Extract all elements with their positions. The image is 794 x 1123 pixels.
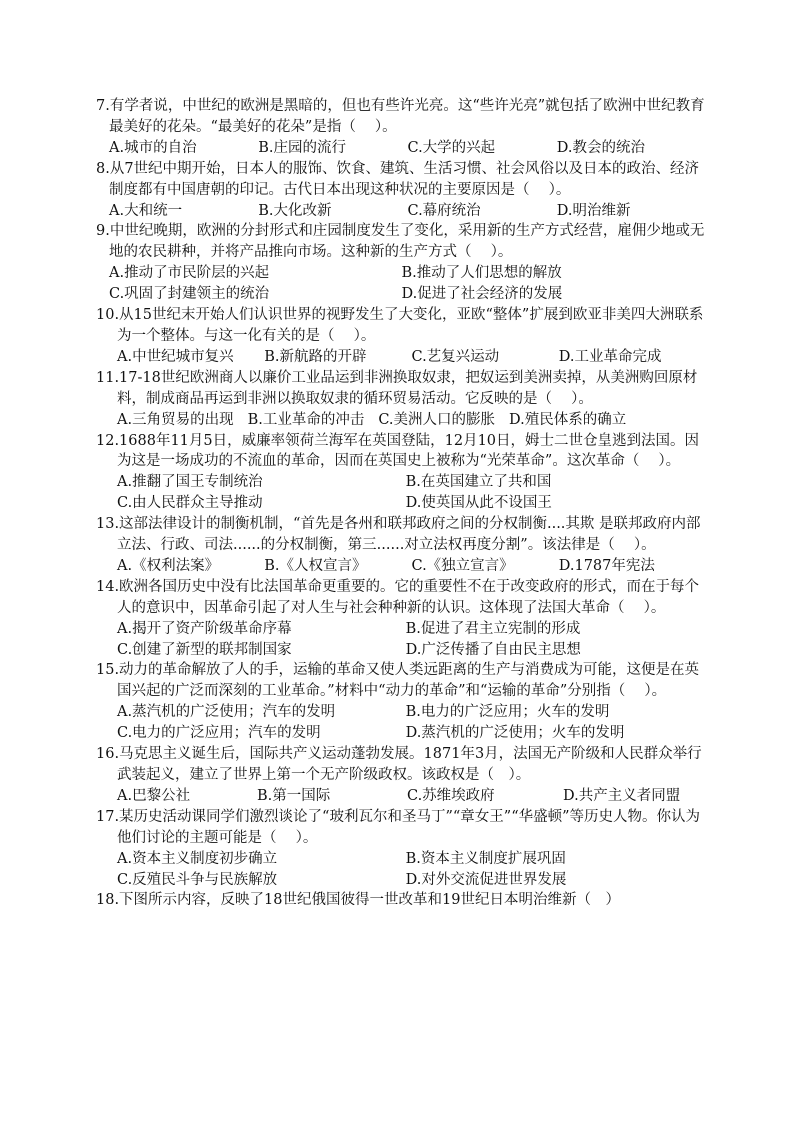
options xyxy=(96,347,706,368)
question-18 xyxy=(96,890,706,911)
question-stem: 8.从7世纪中期开始，日本人的服饰、饮食、建筑、生活习惯、社会风俗以及日本的政治、经济制度都有中国唐朝的印记。古代日本出现这种状况的主要原因是（ ）。 xyxy=(96,160,700,198)
option-a: A.中世纪城市复兴 xyxy=(117,348,234,365)
option-a: A.巴黎公社 xyxy=(117,787,191,804)
question-12 xyxy=(96,431,706,515)
option-d: D.教会的统治 xyxy=(556,139,645,156)
option-c: C.电力的广泛应用；汽车的发明 xyxy=(117,725,321,742)
options xyxy=(96,284,706,305)
option-a: A.《权利法案》 xyxy=(117,557,220,574)
option-b: B.新航路的开辟 xyxy=(264,348,367,365)
option-b: B.第一国际 xyxy=(257,787,331,804)
options xyxy=(96,556,706,577)
question-stem: 11.17-18世纪欧洲商人以廉价工业品运到非洲换取奴隶，把奴运到美洲卖掉，从美洲购回原材料，制成商品再运到非洲以换取奴隶的循环贸易活动。它反映的是（ ）。 xyxy=(96,369,698,407)
option-d: D.共产主义者同盟 xyxy=(563,787,681,804)
option-a: A.资本主义制度初步确立 xyxy=(117,850,278,867)
option-d: D.殖民体系的确立 xyxy=(509,411,627,428)
exam-page xyxy=(96,96,706,911)
question-17 xyxy=(96,807,706,891)
question-16 xyxy=(96,744,706,807)
option-a: A.推动了市民阶层的兴起 xyxy=(109,265,270,282)
option-c: C.创建了新型的联邦制国家 xyxy=(117,641,292,658)
question-15 xyxy=(96,660,706,744)
options xyxy=(96,786,706,807)
question-stem: 18.下图所示内容，反映了18世纪俄国彼得一世改革和19世纪日本明治维新（ ） xyxy=(96,892,620,909)
option-c: C.幕府统治 xyxy=(407,202,481,219)
question-10 xyxy=(96,305,706,368)
option-a: A.揭开了资产阶级革命序幕 xyxy=(117,620,292,637)
option-c: C.巩固了封建领主的统治 xyxy=(109,286,270,303)
question-9 xyxy=(96,221,706,305)
option-c: C.苏维埃政府 xyxy=(407,787,495,804)
option-b: B.《人权宣言》 xyxy=(264,557,367,574)
option-d: D.促进了社会经济的发展 xyxy=(401,286,563,303)
question-stem: 10.从15世纪末开始人们认识世界的视野发生了大变化，亚欧“整体”扩展到欧亚非美四大洲联系为一个整体。与这一化有关的是（ ）。 xyxy=(96,307,704,344)
question-11 xyxy=(96,368,706,431)
option-c: C.大学的兴起 xyxy=(407,139,496,156)
option-c: C.《独立宣言》 xyxy=(411,557,514,574)
options xyxy=(96,410,706,431)
option-b: B.资本主义制度扩展巩固 xyxy=(405,850,566,867)
question-stem: 17.某历史活动课同学们激烈谈论了“玻利瓦尔和圣马丁”“章女王”“华盛顿”等历史人物。你认为他们讨论的主题可能是（ ）。 xyxy=(96,808,701,846)
options xyxy=(96,870,706,891)
option-b: B.促进了君主立宪制的形成 xyxy=(405,620,581,637)
options xyxy=(96,138,706,159)
option-d: D.广泛传播了自由民主思想 xyxy=(405,641,581,658)
question-14 xyxy=(96,577,706,661)
option-c: C.由人民群众主导推动 xyxy=(117,495,263,512)
option-d: D.使英国从此不设国王 xyxy=(405,495,552,512)
option-c: C.美洲人口的膨胀 xyxy=(378,411,496,428)
question-stem: 14.欧洲各国历史中没有比法国革命更重要的。它的重要性不在于改变政府的形式，而在于每个人的意识中，因革命引起了对人生与社会种种新的认识。这体现了法国大革命（ ）。 xyxy=(96,578,700,616)
question-8 xyxy=(96,159,706,222)
option-c: C.艺复兴运动 xyxy=(411,348,500,365)
options xyxy=(96,493,706,514)
question-stem: 16.马克思主义诞生后，国际共产义运动蓬勃发展。1871年3月，法国无产阶级和人民群众举行武装起义，建立了世界上第一个无产阶级政权。该政权是（ ）。 xyxy=(96,746,702,783)
option-a: A.蒸汽机的广泛使用；汽车的发明 xyxy=(117,704,336,721)
option-d: D.工业革命完成 xyxy=(558,348,662,365)
option-a: A.三角贸易的出现 xyxy=(117,411,234,428)
question-13 xyxy=(96,514,706,577)
option-d: D.对外交流促进世界发展 xyxy=(405,871,567,888)
question-stem: 9.中世纪晚期，欧洲的分封形式和庄园制度发生了变化，采用新的生产方式经营，雇佣少地或无地的农民耕种，并将产品推向市场。这种新的生产方式（ ）。 xyxy=(96,223,705,261)
options xyxy=(96,723,706,744)
options xyxy=(96,472,706,493)
option-a: A.城市的自治 xyxy=(109,139,197,156)
options xyxy=(96,201,706,222)
option-a: A.推翻了国王专制统治 xyxy=(117,474,263,491)
option-b: B.推动了人们思想的解放 xyxy=(401,265,562,282)
option-b: B.庄园的流行 xyxy=(258,139,347,156)
options xyxy=(96,263,706,284)
option-b: B.电力的广泛应用；火车的发明 xyxy=(405,704,610,721)
option-b: B.在英国建立了共和国 xyxy=(405,474,552,491)
option-d: D.明治维新 xyxy=(556,202,631,219)
option-a: A.大和统一 xyxy=(109,202,183,219)
question-stem: 15.动力的革命解放了人的手，运输的革命又使人类远距离的生产与消费成为可能，这便是在英国兴起的广泛而深刻的工业革命。”材料中“动力的革命”和“运输的革命”分别指（ ）。 xyxy=(96,662,700,700)
question-stem: 7.有学者说，中世纪的欧洲是黑暗的，但也有些许光亮。这“些许光亮”就包括了欧洲中世纪教育最美好的花朵。“最美好的花朵”是指（ ）。 xyxy=(96,98,705,135)
question-stem: 13.这部法律设计的制衡机制，“首先是各州和联邦政府之间的分权制衡....其欺 是联邦政府内部立法、行政、司法......的分权制衡，第三......对立法权再度分割”。该法律是（ ）。 xyxy=(96,516,701,554)
option-b: B.工业革命的冲击 xyxy=(247,411,365,428)
option-c: C.反殖民斗争与民族解放 xyxy=(117,871,278,888)
options xyxy=(96,702,706,723)
option-b: B.大化改新 xyxy=(258,202,332,219)
question-stem: 12.1688年11月5日，威廉率领荷兰海军在英国登陆，12月10日，姆士二世仓皇逃到法国。因为这是一场成功的不流血的革命，因而在英国史上被称为“光荣革命”。这次革命（ ）。 xyxy=(96,432,700,470)
options xyxy=(96,619,706,640)
option-d: D.1787年宪法 xyxy=(558,557,655,574)
options xyxy=(96,849,706,870)
option-d: D.蒸汽机的广泛使用；火车的发明 xyxy=(405,725,625,742)
question-7 xyxy=(96,96,706,159)
options xyxy=(96,640,706,661)
